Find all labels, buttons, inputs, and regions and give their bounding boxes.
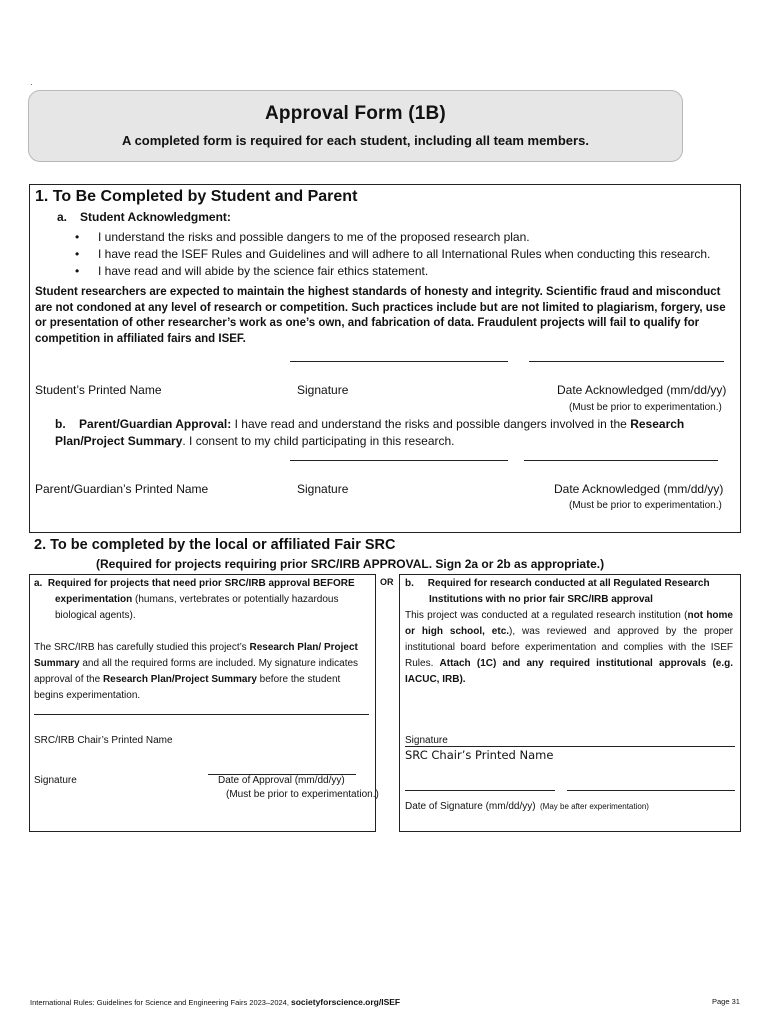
section-2-subheading: (Required for projects requiring prior SRC/IRB APPROVAL. Sign 2a or 2b as appropriate.) <box>96 557 605 571</box>
box-2a-para-bold-2: Research Plan/Project Summary <box>102 674 257 685</box>
box-2a-heading-cont <box>55 592 373 608</box>
box-2b-date-label: Date of Signature (mm/dd/yy) <box>405 801 536 812</box>
box-2b-para-2: ), was reviewed and approved by the proper institutional board before experimentation and complies with the ISEF Rules. <box>405 626 733 669</box>
box-2b-heading <box>405 576 735 592</box>
form-header <box>28 90 683 162</box>
bullet-icon: • <box>75 264 80 278</box>
student-date-note: (Must be prior to experimentation.) <box>569 402 722 413</box>
item-b-label: b. <box>55 417 66 431</box>
box-2b-signature-label: Signature <box>405 735 448 746</box>
box-2b-heading-line1: Required for research conducted at all Regulated Research <box>427 578 710 589</box>
box-2b-paragraph <box>405 608 733 688</box>
box-2b-chair-name-label: SRC Chair’s Printed Name <box>405 748 554 762</box>
bullet-item: I have read and will abide by the science fair ethics statement. <box>98 264 429 278</box>
student-signature-line[interactable] <box>290 361 508 362</box>
box-2b-para-bold-2: Attach (1C) and any required institutional approvals (e.g. IACUC, IRB). <box>405 658 733 685</box>
section-2-heading: 2. To be completed by the local or affiliated Fair SRC <box>34 537 396 553</box>
or-label: OR <box>380 577 394 587</box>
box-2b-signature-line[interactable] <box>405 746 735 747</box>
box-2a-chair-name-label: SRC/IRB Chair’s Printed Name <box>34 735 173 746</box>
section-1-heading: 1. To Be Completed by Student and Parent <box>35 188 358 205</box>
footer-guidelines: International Rules: Guidelines for Science and Engineering Fairs 2023–2024, <box>30 998 291 1007</box>
student-signature-label: Signature <box>297 383 349 397</box>
parent-approval-bold: Research Plan/Project Summary <box>55 417 685 448</box>
box-2b-date-note: (May be after experimentation) <box>540 802 649 811</box>
box-2b-para-bold-1: not home or high school, etc. <box>405 610 733 637</box>
item-b-heading: Parent/Guardian Approval: <box>79 417 232 431</box>
parent-approval-text-2: . I consent to my child participating in this research. <box>182 434 455 448</box>
parent-signature-line[interactable] <box>290 460 508 461</box>
box-2b-para-1: This project was conducted at a regulated research institution ( <box>405 610 688 621</box>
student-printed-name-label: Student’s Printed Name <box>35 383 162 397</box>
form-title: Approval Form (1B) <box>265 103 446 124</box>
box-2a-heading-line1: Required for projects that need prior SRC/IRB approval BEFORE <box>47 578 355 589</box>
parent-printed-name-label: Parent/Guardian’s Printed Name <box>35 482 209 496</box>
parent-date-note: (Must be prior to experimentation.) <box>569 500 722 511</box>
item-a-label: a. <box>57 210 68 224</box>
box-2b-date-line[interactable] <box>567 790 735 791</box>
form-subtitle: A completed form is required for each student, including all team members. <box>122 133 589 148</box>
box-2a-date-note: (Must be prior to experimentation.) <box>226 789 379 800</box>
ethics-statement: Student researchers are expected to maintain the highest standards of honesty and integrity. Scientific fraud and misconduct are not condoned at any level of research or competition. Such practices include but are not limited to plagiarism, forgery, use or presentation of other researcher’s work as one’s own, and fabrication of data. Fraudulent projects will fail to qualify for competition in affiliated fairs and ISEF. <box>35 286 726 345</box>
box-2a-para-1: The SRC/IRB has carefully studied this project’s <box>34 642 250 653</box>
box-2a-heading <box>34 576 369 592</box>
page-mark: · <box>30 80 33 89</box>
box-2a-paragraph <box>34 640 371 704</box>
student-date-label: Date Acknowledged (mm/dd/yy) <box>557 383 727 397</box>
box-2a-heading-line2: experimentation <box>55 594 133 605</box>
box-2b-heading-line2: Institutions with no prior fair SRC/IRB approval <box>429 594 653 605</box>
parent-date-label: Date Acknowledged (mm/dd/yy) <box>554 482 724 496</box>
footer-link[interactable]: societyforscience.org/ISEF <box>291 997 401 1007</box>
box-2a-label: a. <box>34 578 43 589</box>
page-number: Page 31 <box>712 997 740 1006</box>
bullet-icon: • <box>75 230 80 244</box>
parent-date-line[interactable] <box>524 460 718 461</box>
parent-approval-text-1: I have read and understand the risks and possible dangers involved in the <box>231 417 631 431</box>
item-a-heading: Student Acknowledgment: <box>80 210 231 224</box>
bullet-icon: • <box>75 247 80 261</box>
parent-approval-paragraph <box>55 416 735 450</box>
student-date-line[interactable] <box>529 361 724 362</box>
box-2b-name-line[interactable] <box>405 790 555 791</box>
box-2a-heading-line3: biological agents). <box>55 610 136 621</box>
footer-text <box>30 997 400 1007</box>
box-2a-para-bold-1: Research Plan/ Project Summary <box>34 642 358 669</box>
box-2a-date-label: Date of Approval (mm/dd/yy) <box>218 775 345 786</box>
box-2a-para-3: before the student begins experimentation. <box>34 674 341 701</box>
box-2a-heading-rest: (humans, vertebrates or potentially hazardous <box>132 594 339 605</box>
parent-signature-label: Signature <box>297 482 349 496</box>
bullet-item: I have read the ISEF Rules and Guidelines and will adhere to all International Rules when conducting this research. <box>98 247 711 261</box>
box-2a-para-2: and all the required forms are included. My signature indicates approval of the <box>34 658 359 685</box>
box-2b-label: b. <box>405 578 414 589</box>
box-2a-signature-label: Signature <box>34 775 77 786</box>
bullet-item: I understand the risks and possible dangers to me of the proposed research plan. <box>98 230 530 244</box>
box-2a-name-line[interactable] <box>34 714 369 715</box>
